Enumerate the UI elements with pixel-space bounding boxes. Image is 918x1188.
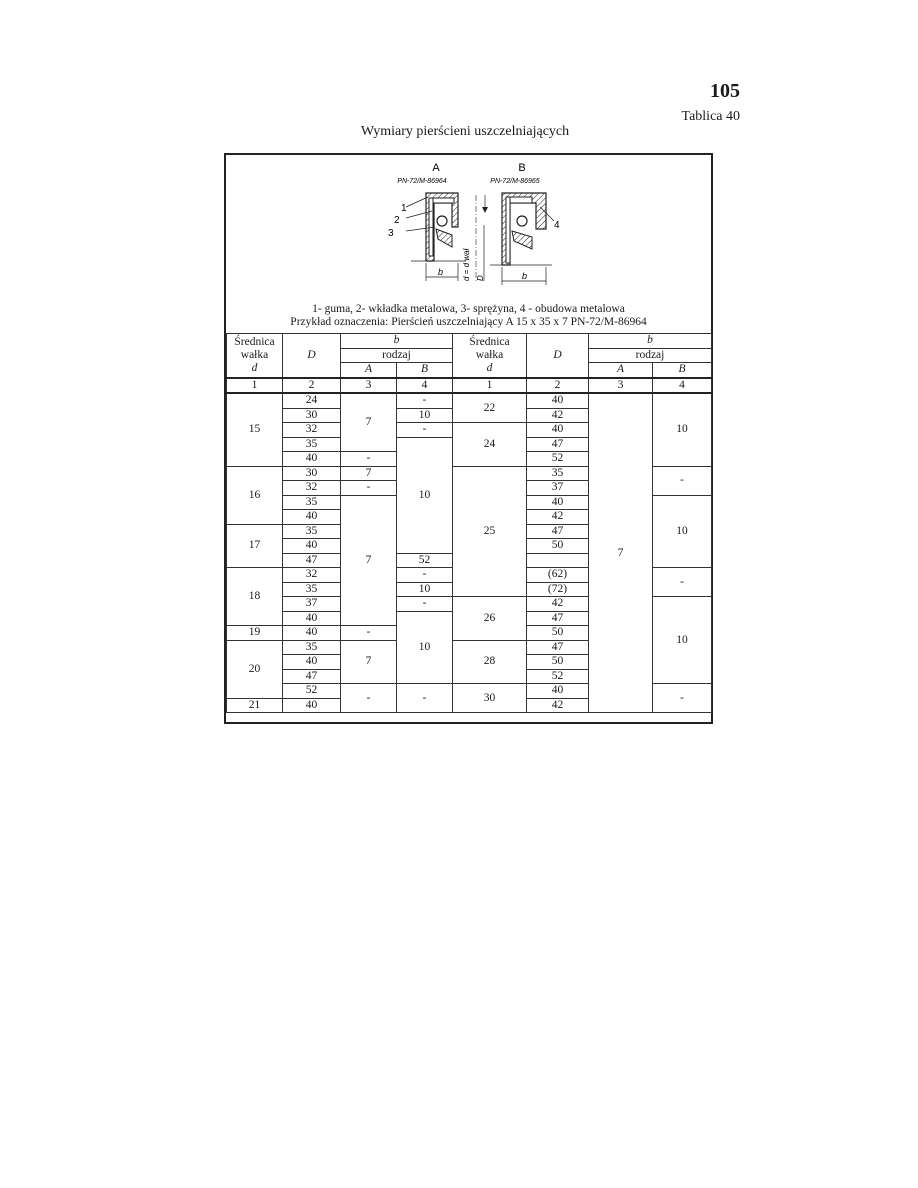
table-row: 30 10 42 bbox=[227, 408, 712, 423]
table-row: 15 24 7 - 22 40 7 10 bbox=[227, 393, 712, 408]
table-row: 47 52 bbox=[227, 553, 712, 568]
B-header-right: B bbox=[653, 363, 712, 378]
D-header-right: D bbox=[527, 334, 589, 378]
table-row: 19 40 - 50 bbox=[227, 626, 712, 641]
table-row: 32 - 37 bbox=[227, 481, 712, 496]
dim-D-label: D bbox=[476, 275, 485, 281]
seal-a-cross-section bbox=[406, 193, 458, 261]
table-row: 32 - 24 40 bbox=[227, 423, 712, 438]
column-number-row: 1 2 3 4 1 2 3 4 bbox=[227, 378, 712, 394]
shaft-header-right: Średnica wałka d bbox=[453, 334, 527, 378]
legend-text: 1- guma, 2- wkładka metalowa, 3- sprężyna, 4 - obudowa metalowa bbox=[312, 303, 625, 315]
seal-b-cross-section bbox=[502, 193, 554, 265]
table-row: 35 7 40 10 bbox=[227, 495, 712, 510]
page-title: Wymiary pierścieni uszczelniających bbox=[360, 124, 570, 139]
variant-a-standard: PN-72/M-86964 bbox=[397, 178, 447, 185]
table-row: 40 42 bbox=[227, 510, 712, 525]
callout-4: 4 bbox=[554, 220, 560, 231]
table-row: 21 40 42 bbox=[227, 698, 712, 713]
table-row: 18 32 - (62) - bbox=[227, 568, 712, 583]
A-header-left: A bbox=[341, 363, 397, 378]
table-row: 52 - - 30 40 - bbox=[227, 684, 712, 699]
type-header-right: rodzaj bbox=[589, 348, 712, 363]
A-header-right: A bbox=[589, 363, 653, 378]
variant-b-standard: PN-72/M-86965 bbox=[490, 178, 540, 185]
table-row: 35 10 47 bbox=[227, 437, 712, 452]
variant-b-label: B bbox=[518, 162, 526, 174]
table-frame bbox=[224, 153, 713, 724]
dim-b-b: b bbox=[522, 271, 528, 281]
table-row: 17 35 47 bbox=[227, 524, 712, 539]
seal-ring-drawing bbox=[226, 155, 711, 301]
table-row: 47 52 bbox=[227, 669, 712, 684]
table-row: 16 30 7 25 35 - bbox=[227, 466, 712, 481]
shaft-header-left: Średnica wałka d bbox=[227, 334, 283, 378]
table-row: 37 - 26 42 10 bbox=[227, 597, 712, 612]
table-row: 40 50 bbox=[227, 655, 712, 670]
table-row: 40 - 52 bbox=[227, 452, 712, 467]
callout-2: 2 bbox=[394, 215, 400, 226]
b-header-right: b bbox=[589, 334, 712, 349]
page-number: 105 bbox=[710, 80, 740, 102]
dimensions-table bbox=[226, 333, 712, 713]
b-header-left: b bbox=[341, 334, 453, 349]
table-row: 40 10 47 bbox=[227, 611, 712, 626]
example-text: Przykład oznaczenia: Pierścień uszczelniający A 15 x 35 x 7 PN-72/M-86964 bbox=[290, 316, 647, 328]
callout-3: 3 bbox=[388, 228, 394, 239]
type-header-left: rodzaj bbox=[341, 348, 453, 363]
B-header-left: B bbox=[397, 363, 453, 378]
table-row: 20 35 7 28 47 bbox=[227, 640, 712, 655]
table-label: Tablica 40 bbox=[681, 109, 740, 124]
callout-1: 1 bbox=[401, 203, 407, 214]
table-row: 35 10 (72) bbox=[227, 582, 712, 597]
seal-ring-figure bbox=[226, 155, 711, 331]
table-row: 40 50 bbox=[227, 539, 712, 554]
D-header-left: D bbox=[283, 334, 341, 378]
header-row bbox=[227, 334, 712, 349]
variant-a-label: A bbox=[432, 162, 440, 174]
dim-d-label: d = d wał bbox=[462, 248, 471, 281]
dim-b-a: b bbox=[438, 267, 444, 277]
